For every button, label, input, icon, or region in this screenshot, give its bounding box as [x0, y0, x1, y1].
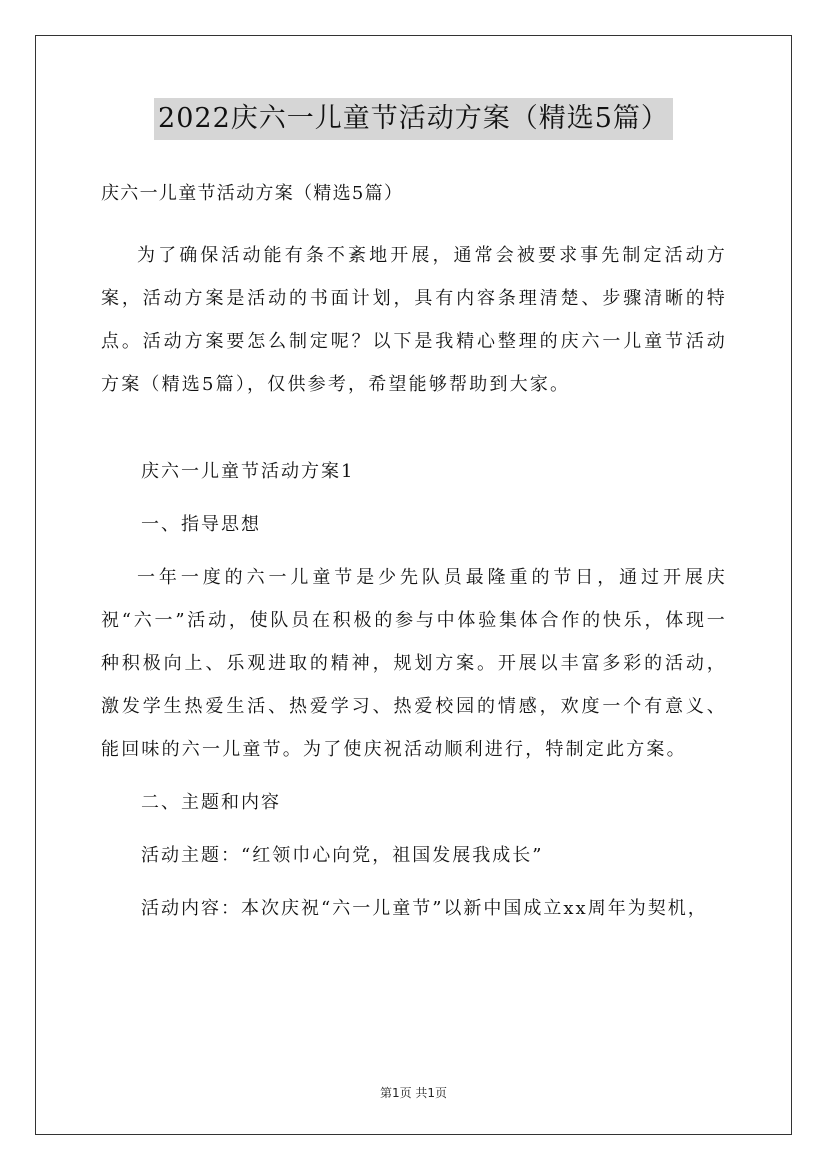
- section-title: 庆六一儿童节活动方案1: [141, 461, 355, 482]
- activity-theme: 活动主题：“红领巾心向党，祖国发展我成长”: [141, 845, 544, 866]
- title-wrap: [0, 98, 827, 140]
- document-subtitle: 庆六一儿童节活动方案（精选5篇）: [101, 183, 404, 204]
- guiding-ideology-paragraph: 一年一度的六一儿童节是少先队员最隆重的节日，通过开展庆祝“六一”活动，使队员在积极的参与中体验集体合作的快乐，体现一种积极向上、乐观进取的精神，规划方案。开展以丰富多彩的活动，激发学生热爱生活、热爱学习、热爱校园的情感，欢度一个有意义、能回味的六一儿童节。为了使庆祝活动顺利进行，特制定此方案。: [101, 567, 727, 760]
- spacer: [101, 406, 727, 450]
- intro-paragraph: 为了确保活动能有条不紊地开展，通常会被要求事先制定活动方案，活动方案是活动的书面计划，具有内容条理清楚、步骤清晰的特点。活动方案要怎么制定呢？以下是我精心整理的庆六一儿童节活动方案（精选5篇），仅供参考，希望能够帮助到大家。: [101, 245, 727, 395]
- document-body: [101, 178, 727, 940]
- page-footer: 第1页 共1页: [379, 1086, 448, 1100]
- document-title: 2022庆六一儿童节活动方案（精选5篇）: [154, 98, 673, 140]
- heading-theme-content: 二、主题和内容: [141, 792, 281, 813]
- heading-guiding-ideology: 一、指导思想: [141, 514, 261, 535]
- activity-content: 活动内容：本次庆祝“六一儿童节”以新中国成立xx周年为契机，: [141, 898, 708, 919]
